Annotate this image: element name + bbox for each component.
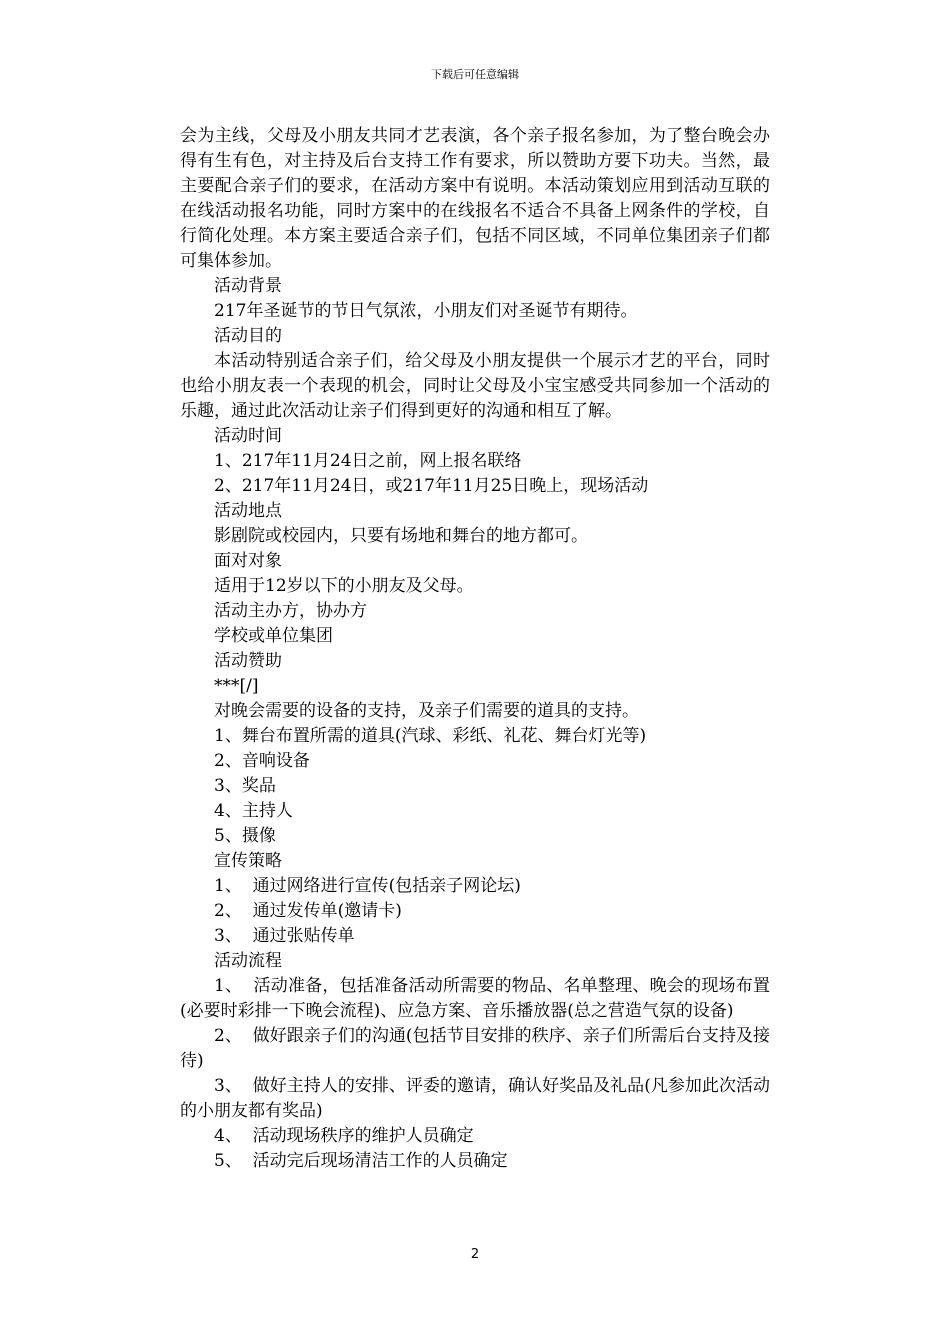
section-heading-location: 活动地点 xyxy=(214,501,282,521)
page-header: 下载后可任意编辑 xyxy=(431,68,519,81)
sponsor-item-3: 3、奖品 xyxy=(214,776,276,796)
intro-paragraph: 会为主线，父母及小朋友共同才艺表演，各个亲子报名参加，为了整台晚会办得有生有色，对主持及后台支持工作有要求，所以赞助方要下功夫。当然，最主要配合亲子们的要求，在活动方案中有说明。本活动策划应用到活动互联的在线活动报名功能，同时方案中的在线报名不适合不具备上网条件的学校，自行简化处理。本方案主要适合亲子们，包括不同区域，不同单位集团亲子们都可集体参加。 xyxy=(180,126,770,271)
sponsor-item-2: 2、音响设备 xyxy=(214,751,310,771)
sponsor-item-4: 4、主持人 xyxy=(214,801,293,821)
page-number: 2 xyxy=(470,1247,480,1262)
process-item-3: 3、 做好主持人的安排、评委的邀请，确认好奖品及礼品(凡参加此次活动的小朋友都有奖品) xyxy=(180,1076,770,1121)
section-heading-background: 活动背景 xyxy=(214,276,282,296)
process-item-1: 1、 活动准备，包括准备活动所需要的物品、名单整理、晚会的现场布置(必要时彩排一下晚会流程)、应急方案、音乐播放器(总之营造气氛的设备) xyxy=(180,976,770,1021)
section-heading-promotion: 宣传策略 xyxy=(214,851,282,871)
section-heading-sponsor: 活动赞助 xyxy=(214,651,282,671)
promotion-item-1: 1、 通过网络进行宣传(包括亲子网论坛) xyxy=(214,876,521,896)
promotion-item-3: 3、 通过张贴传单 xyxy=(214,926,355,946)
location-text: 影剧院或校园内，只要有场地和舞台的地方都可。 xyxy=(214,526,588,546)
time-item-2: 2、217年11月24日，或217年11月25日晚上，现场活动 xyxy=(214,476,649,496)
section-heading-organizer: 活动主办方，协办方 xyxy=(214,601,367,621)
process-item-5: 5、 活动完后现场清洁工作的人员确定 xyxy=(214,1151,508,1171)
organizer-text: 学校或单位集团 xyxy=(214,626,333,646)
process-item-2: 2、 做好跟亲子们的沟通(包括节目安排的秩序、亲子们所需后台支持及接待) xyxy=(180,1026,770,1071)
process-item-4: 4、 活动现场秩序的维护人员确定 xyxy=(214,1126,474,1146)
promotion-item-2: 2、 通过发传单(邀请卡) xyxy=(214,901,402,921)
section-heading-purpose: 活动目的 xyxy=(214,326,282,346)
section-heading-time: 活动时间 xyxy=(214,426,282,446)
sponsor-placeholder: ***[/] xyxy=(214,676,259,696)
section-heading-process: 活动流程 xyxy=(214,951,282,971)
time-item-1: 1、217年11月24日之前，网上报名联络 xyxy=(214,451,522,471)
audience-text: 适用于12岁以下的小朋友及父母。 xyxy=(214,576,474,596)
section-heading-audience: 面对对象 xyxy=(214,551,282,571)
document-body xyxy=(180,124,770,1174)
background-text: 217年圣诞节的节日气氛浓，小朋友们对圣诞节有期待。 xyxy=(214,301,638,321)
sponsor-item-5: 5、摄像 xyxy=(214,826,276,846)
purpose-text: 本活动特别适合亲子们，给父母及小朋友提供一个展示才艺的平台，同时也给小朋友表一个表现的机会，同时让父母及小宝宝感受共同参加一个活动的乐趣，通过此次活动让亲子们得到更好的沟通和相互了解。 xyxy=(180,351,770,421)
sponsor-text: 对晚会需要的设备的支持，及亲子们需要的道具的支持。 xyxy=(214,701,639,721)
sponsor-item-1: 1、舞台布置所需的道具(汽球、彩纸、礼花、舞台灯光等) xyxy=(214,726,647,746)
